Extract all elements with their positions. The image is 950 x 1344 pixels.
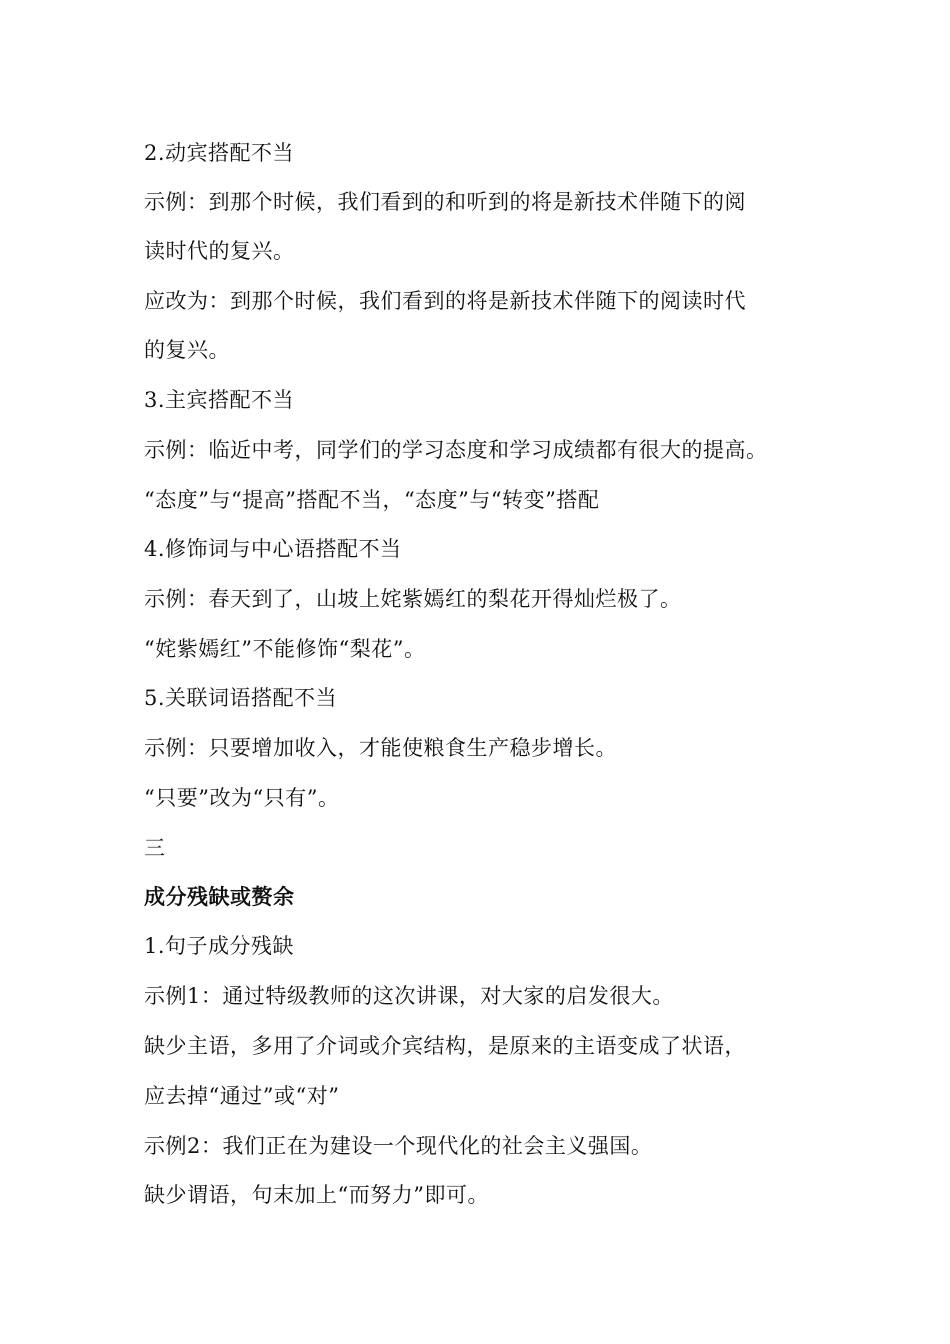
explanation-line-continued: 应去掉“通过”或“对” [144, 1084, 340, 1108]
explanation-line: 缺少谓语，句末加上“而努力”即可。 [144, 1183, 489, 1207]
heading-conjunction-mismatch: 5.关联词语搭配不当 [144, 686, 338, 710]
heading-modifier-mismatch: 4.修饰词与中心语搭配不当 [144, 537, 402, 561]
correction-line: 应改为：到那个时候，我们看到的将是新技术伴随下的阅读时代 [144, 289, 746, 313]
section-title: 成分残缺或赘余 [144, 884, 295, 909]
heading-verb-object-mismatch: 2.动宾搭配不当 [144, 141, 295, 165]
example-line: 示例：到那个时候，我们看到的和听到的将是新技术伴随下的阅 [144, 190, 746, 214]
example-line: 示例：临近中考，同学们的学习态度和学习成绩都有很大的提高。 [144, 438, 768, 462]
example-line: 示例1：通过特级教师的这次讲课，对大家的启发很大。 [144, 984, 674, 1008]
explanation-line: “态度”与“提高”搭配不当，“态度”与“转变”搭配 [144, 488, 600, 512]
heading-missing-component: 1.句子成分残缺 [144, 934, 295, 958]
example-line: 示例：春天到了，山坡上姹紫嫣红的梨花开得灿烂极了。 [144, 587, 682, 611]
example-line-continued: 读时代的复兴。 [144, 239, 295, 263]
heading-subject-object-mismatch: 3.主宾搭配不当 [144, 388, 295, 412]
explanation-line: 缺少主语，多用了介词或介宾结构，是原来的主语变成了状语， [144, 1034, 746, 1058]
section-number: 三 [144, 836, 166, 860]
explanation-line: “姹紫嫣红”不能修饰“梨花”。 [144, 637, 426, 661]
correction-line-continued: 的复兴。 [144, 338, 230, 362]
example-line: 示例2：我们正在为建设一个现代化的社会主义强国。 [144, 1134, 653, 1158]
example-line: 示例：只要增加收入，才能使粮食生产稳步增长。 [144, 736, 617, 760]
explanation-line: “只要”改为“只有”。 [144, 786, 340, 810]
